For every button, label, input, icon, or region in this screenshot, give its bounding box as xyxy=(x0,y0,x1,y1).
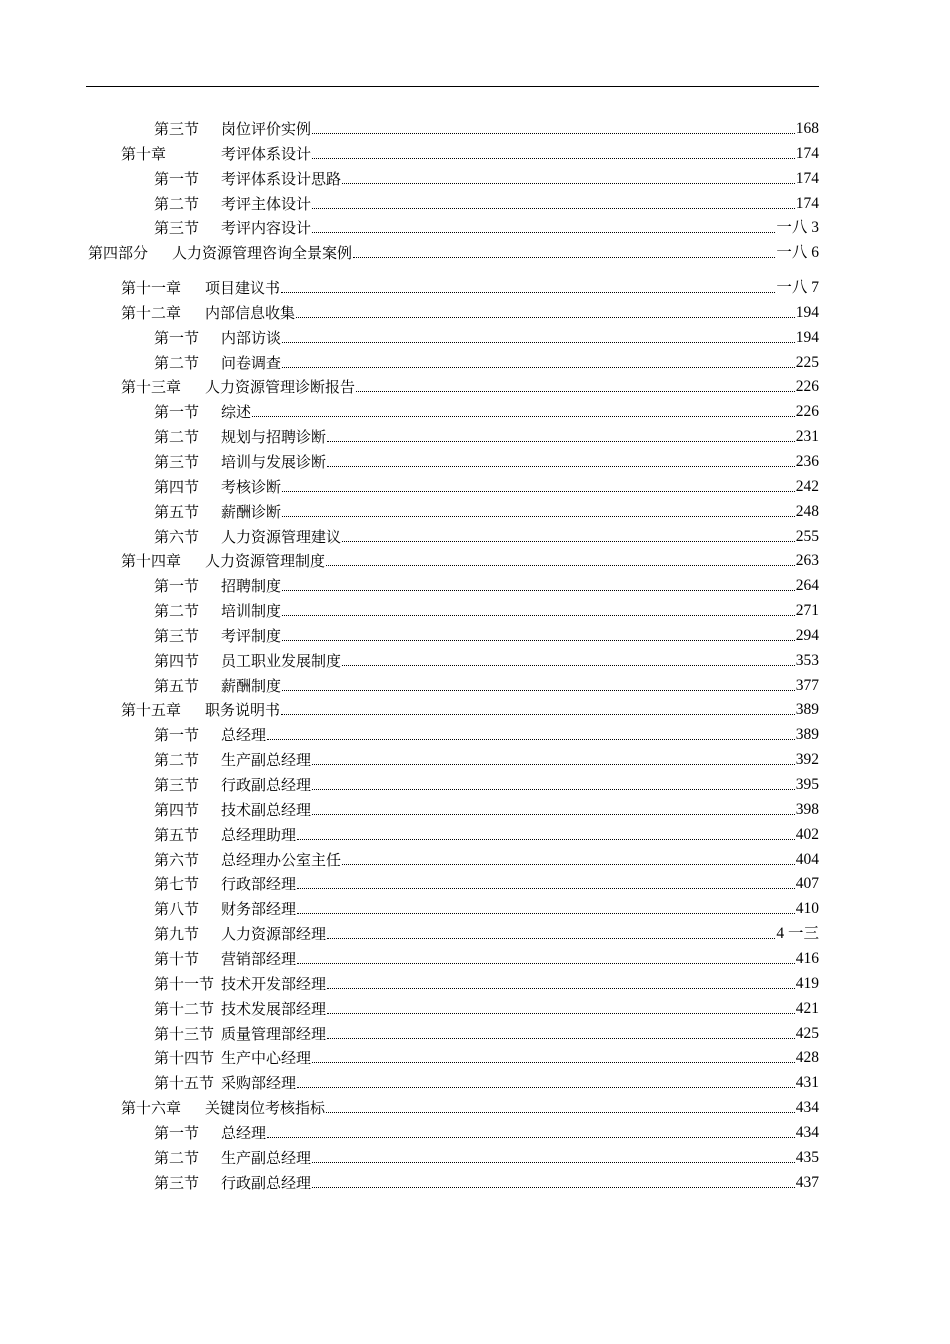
toc-entry-label: 第一节 xyxy=(154,169,200,188)
toc-chapter-entry[interactable] xyxy=(121,374,819,396)
toc-entry-title: 人力资源管理制度 xyxy=(205,552,326,571)
dot-leader xyxy=(356,391,795,392)
toc-section-entry[interactable] xyxy=(154,1170,819,1192)
toc-entry-text xyxy=(154,801,311,819)
toc-entry-label: 第十一章 xyxy=(121,279,182,297)
toc-entry-title: 项目建议书 xyxy=(205,279,281,297)
toc-section-entry[interactable] xyxy=(154,524,819,546)
toc-entry-title: 技术开发部经理 xyxy=(221,974,327,993)
toc-entry-label: 第十五节 xyxy=(154,1074,215,1093)
dot-leader xyxy=(297,963,795,964)
toc-page-number: 435 xyxy=(795,1148,819,1166)
toc-entry-text xyxy=(154,975,326,993)
toc-entry-text xyxy=(121,552,325,570)
toc-entry-text xyxy=(154,677,281,695)
toc-page-number: 一八 3 xyxy=(776,219,819,237)
toc-entry-label: 第十二节 xyxy=(154,999,215,1018)
toc-entry-title: 招聘制度 xyxy=(221,577,282,596)
toc-entry-text xyxy=(154,428,326,446)
toc-page-number: 242 xyxy=(795,477,819,495)
toc-page-number: 226 xyxy=(795,403,819,421)
toc-entry-label: 第三节 xyxy=(154,452,200,471)
toc-section-entry[interactable] xyxy=(154,871,819,893)
toc-section-entry[interactable] xyxy=(154,1145,819,1167)
toc-entry-text xyxy=(154,726,266,744)
dot-leader xyxy=(327,1038,795,1039)
toc-entry-title: 员工职业发展制度 xyxy=(221,651,342,670)
dot-leader xyxy=(282,491,795,492)
toc-part-entry[interactable] xyxy=(88,240,819,262)
toc-entry-label: 第十二章 xyxy=(121,303,182,322)
toc-chapter-entry[interactable] xyxy=(121,697,819,719)
dot-leader xyxy=(327,441,795,442)
toc-entry-label: 第十三节 xyxy=(154,1024,215,1043)
dot-leader xyxy=(297,1087,795,1088)
toc-page-number: 398 xyxy=(795,800,819,818)
toc-entry-text xyxy=(154,875,296,893)
toc-entry-title: 考评内容设计 xyxy=(221,219,312,238)
toc-section-entry[interactable] xyxy=(154,449,819,471)
toc-entry-title: 薪酬诊断 xyxy=(221,502,282,521)
toc-page-number: 194 xyxy=(795,328,819,346)
toc-page-number: 194 xyxy=(795,303,819,321)
dot-leader xyxy=(312,232,775,233)
toc-entry-text xyxy=(121,1099,325,1117)
toc-section-entry[interactable] xyxy=(154,673,819,695)
toc-entry-title: 行政副总经理 xyxy=(221,776,312,794)
toc-entry-title: 岗位评价实例 xyxy=(221,120,312,138)
toc-page-number: 248 xyxy=(795,502,819,520)
toc-section-entry[interactable] xyxy=(154,474,819,496)
toc-entry-title: 考评制度 xyxy=(221,626,282,645)
toc-section-entry[interactable] xyxy=(154,350,819,372)
toc-page-number: 404 xyxy=(795,850,819,868)
toc-page-number: 353 xyxy=(795,651,819,669)
toc-entry-title: 采购部经理 xyxy=(221,1074,297,1093)
toc-chapter-entry[interactable] xyxy=(121,1095,819,1117)
toc-entry-label: 第十四章 xyxy=(121,552,182,571)
dot-leader xyxy=(326,1112,795,1113)
dot-leader xyxy=(312,789,795,790)
toc-page-number: 416 xyxy=(795,949,819,967)
toc-entry-label: 第三节 xyxy=(154,626,200,645)
toc-section-entry[interactable] xyxy=(154,797,819,819)
toc-section-entry[interactable] xyxy=(154,921,819,943)
toc-entry-text xyxy=(154,851,341,869)
toc-entry-title: 内部访谈 xyxy=(221,328,282,347)
toc-entry-label: 第四节 xyxy=(154,477,200,496)
dot-leader xyxy=(312,158,795,159)
toc-page-number: 389 xyxy=(795,726,819,744)
toc-entry-title: 内部信息收集 xyxy=(205,303,296,322)
dot-leader xyxy=(282,367,795,368)
toc-entry-label: 第五节 xyxy=(154,676,200,695)
toc-entry-label: 第四节 xyxy=(154,800,200,819)
toc-entry-label: 第六节 xyxy=(154,850,200,869)
toc-entry-text xyxy=(121,279,280,297)
toc-entry-title: 培训与发展诊断 xyxy=(221,452,327,471)
dot-leader xyxy=(312,133,795,134)
toc-entry-label: 第十一节 xyxy=(154,974,215,993)
dot-leader xyxy=(342,864,795,865)
toc-entry-title: 综述 xyxy=(221,403,252,422)
toc-entry-text xyxy=(154,503,281,521)
toc-page-number: 236 xyxy=(795,452,819,470)
toc-page-number: 294 xyxy=(795,626,819,644)
toc-entry-label: 第十三章 xyxy=(121,378,182,397)
toc-entry-text xyxy=(154,354,281,372)
toc-entry-text xyxy=(154,1149,311,1167)
toc-entry-text xyxy=(154,219,311,237)
toc-section-entry[interactable] xyxy=(154,971,819,993)
dot-leader xyxy=(297,888,795,889)
dot-leader xyxy=(282,342,795,343)
toc-entry-text xyxy=(154,1074,296,1092)
toc-entry-text xyxy=(154,950,296,968)
toc-page-number: 407 xyxy=(795,875,819,893)
toc-section-entry[interactable] xyxy=(154,166,819,188)
toc-entry-label: 第一节 xyxy=(154,1123,200,1142)
dot-leader xyxy=(327,466,795,467)
toc-entry-text xyxy=(121,701,280,719)
toc-entry-text xyxy=(154,652,341,670)
toc-entry-title: 人力资源管理咨询全景案例 xyxy=(172,244,353,263)
dot-leader xyxy=(267,739,795,740)
toc-page-number: 271 xyxy=(795,602,819,620)
toc-entry-text xyxy=(121,145,311,163)
toc-entry-text xyxy=(154,602,281,620)
toc-chapter-entry[interactable] xyxy=(121,300,819,322)
dot-leader xyxy=(282,516,795,517)
toc-entry-text xyxy=(154,900,296,918)
toc-entry-text xyxy=(88,244,352,262)
toc-entry-label: 第十五章 xyxy=(121,701,182,720)
dot-leader xyxy=(342,665,795,666)
toc-entry-label: 第三节 xyxy=(154,776,200,794)
toc-entry-text xyxy=(154,627,281,645)
dot-leader xyxy=(326,565,795,566)
toc-entry-text xyxy=(154,120,311,138)
toc-section-entry[interactable] xyxy=(154,191,819,213)
toc-section-entry[interactable] xyxy=(154,1070,819,1092)
toc-entry-title: 薪酬制度 xyxy=(221,676,282,695)
toc-entry-title: 考评体系设计思路 xyxy=(221,169,342,188)
dot-leader xyxy=(296,317,795,318)
toc-page-number: 402 xyxy=(795,825,819,843)
toc-entry-label: 第一节 xyxy=(154,403,200,422)
dot-leader xyxy=(312,814,795,815)
toc-section-entry[interactable] xyxy=(154,116,819,138)
toc-entry-label: 第三节 xyxy=(154,1173,200,1192)
toc-page-number: 434 xyxy=(795,1123,819,1141)
dot-leader xyxy=(312,1187,795,1188)
toc-entry-text xyxy=(121,378,355,396)
toc-entry-title: 营销部经理 xyxy=(221,949,297,968)
toc-page-number: 一八 6 xyxy=(776,244,819,262)
toc-entry-label: 第四节 xyxy=(154,651,200,670)
toc-page-number: 263 xyxy=(795,552,819,570)
dot-leader xyxy=(312,764,795,765)
toc-entry-label: 第五节 xyxy=(154,502,200,521)
toc-chapter-entry[interactable] xyxy=(121,141,819,163)
toc-page-number: 231 xyxy=(795,428,819,446)
toc-entry-text xyxy=(154,776,311,794)
toc-entry-label: 第十章 xyxy=(121,144,167,163)
toc-entry-title: 考评主体设计 xyxy=(221,194,312,213)
toc-entry-title: 行政部经理 xyxy=(221,875,297,894)
dot-leader xyxy=(353,257,775,258)
toc-page-number: 392 xyxy=(795,751,819,769)
toc-entry-text xyxy=(154,577,281,595)
toc-entry-label: 第十节 xyxy=(154,949,200,968)
toc-entry-text xyxy=(154,925,326,943)
toc-section-entry[interactable] xyxy=(154,598,819,620)
toc-section-entry[interactable] xyxy=(154,215,819,237)
toc-page-number: 410 xyxy=(795,900,819,918)
toc-entry-title: 技术副总经理 xyxy=(221,800,312,819)
toc-section-entry[interactable] xyxy=(154,325,819,347)
toc-page-number: 419 xyxy=(795,974,819,992)
toc-entry-label: 第三节 xyxy=(154,219,200,238)
toc-page-number: 174 xyxy=(795,169,819,187)
toc-section-entry[interactable] xyxy=(154,747,819,769)
toc-entry-title: 职务说明书 xyxy=(205,701,281,720)
toc-page-number: 264 xyxy=(795,577,819,595)
toc-entry-text xyxy=(154,1049,311,1067)
toc-section-entry[interactable] xyxy=(154,499,819,521)
dot-leader xyxy=(327,938,775,939)
toc-page-number: 168 xyxy=(795,120,819,137)
dot-leader xyxy=(312,1062,795,1063)
toc-entry-title: 总经理 xyxy=(221,1123,267,1142)
toc-entry-label: 第一节 xyxy=(154,577,200,596)
toc-entry-text xyxy=(154,1000,326,1018)
toc-entry-text xyxy=(154,453,326,471)
toc-entry-title: 考评体系设计 xyxy=(221,144,312,163)
toc-section-entry[interactable] xyxy=(154,623,819,645)
dot-leader xyxy=(342,183,795,184)
toc-page-number: 225 xyxy=(795,353,819,371)
dot-leader xyxy=(281,714,795,715)
toc-entry-title: 总经理 xyxy=(221,726,267,745)
toc-entry-title: 问卷调查 xyxy=(221,353,282,372)
toc-entry-text xyxy=(154,1025,326,1043)
toc-page-number: 389 xyxy=(795,701,819,719)
dot-leader xyxy=(281,292,775,293)
toc-entry-title: 行政副总经理 xyxy=(221,1173,312,1192)
toc-section-entry[interactable] xyxy=(154,896,819,918)
toc-entry-text xyxy=(154,1174,311,1192)
toc-entry-text xyxy=(154,195,311,213)
toc-entry-title: 财务部经理 xyxy=(221,900,297,919)
toc-section-entry[interactable] xyxy=(154,772,819,794)
toc-section-entry[interactable] xyxy=(154,424,819,446)
toc-entry-title: 考核诊断 xyxy=(221,477,282,496)
toc-entry-label: 第二节 xyxy=(154,353,200,372)
toc-entry-label: 第二节 xyxy=(154,1148,200,1167)
toc-entry-label: 第三节 xyxy=(154,120,200,138)
toc-entry-title: 技术发展部经理 xyxy=(221,999,327,1018)
toc-entry-title: 人力资源管理建议 xyxy=(221,527,342,546)
dot-leader xyxy=(282,615,795,616)
toc-section-entry[interactable] xyxy=(154,847,819,869)
toc-entry-label: 第二节 xyxy=(154,602,200,621)
toc-entry-title: 关键岗位考核指标 xyxy=(205,1099,326,1118)
dot-leader xyxy=(327,988,795,989)
toc-page-number: 434 xyxy=(795,1099,819,1117)
toc-entry-title: 总经理办公室主任 xyxy=(221,850,342,869)
dot-leader xyxy=(252,416,795,417)
dot-leader xyxy=(297,839,795,840)
toc-page-number: 174 xyxy=(795,144,819,162)
toc-chapter-entry[interactable] xyxy=(121,548,819,570)
toc-section-entry[interactable] xyxy=(154,996,819,1018)
toc-section-entry[interactable] xyxy=(154,822,819,844)
toc-entry-label: 第二节 xyxy=(154,428,200,447)
toc-page-number: 377 xyxy=(795,676,819,694)
toc-entry-text xyxy=(154,170,341,188)
toc-page-number: 255 xyxy=(795,527,819,545)
dot-leader xyxy=(282,590,795,591)
toc-section-entry[interactable] xyxy=(154,399,819,421)
toc-entry-label: 第五节 xyxy=(154,825,200,844)
toc-entry-text xyxy=(154,528,341,546)
toc-entry-text xyxy=(121,304,295,322)
toc-page-number: 一八 7 xyxy=(776,279,819,296)
toc-entry-label: 第十四节 xyxy=(154,1049,215,1068)
toc-entry-title: 总经理助理 xyxy=(221,825,297,844)
toc-page-number: 174 xyxy=(795,194,819,212)
toc-entry-label: 第十六章 xyxy=(121,1099,182,1118)
dot-leader xyxy=(267,1137,795,1138)
toc-entry-title: 质量管理部经理 xyxy=(221,1024,327,1043)
dot-leader xyxy=(312,1162,795,1163)
toc-section-entry[interactable] xyxy=(154,722,819,744)
toc-entry-label: 第六节 xyxy=(154,527,200,546)
toc-entry-label: 第七节 xyxy=(154,875,200,894)
dot-leader xyxy=(327,1013,795,1014)
toc-page-number: 437 xyxy=(795,1173,819,1191)
toc-entry-title: 培训制度 xyxy=(221,602,282,621)
dot-leader xyxy=(282,690,795,691)
toc-entry-title: 人力资源管理诊断报告 xyxy=(205,378,356,397)
toc-section-entry[interactable] xyxy=(154,946,819,968)
toc-entry-label: 第二节 xyxy=(154,751,200,770)
toc-entry-title: 人力资源部经理 xyxy=(221,925,327,944)
toc-entry-text xyxy=(154,1124,266,1142)
toc-entry-text xyxy=(154,478,281,496)
toc-entry-label: 第一节 xyxy=(154,726,200,745)
toc-section-entry[interactable] xyxy=(154,573,819,595)
dot-leader xyxy=(312,208,795,209)
toc-page-number: 226 xyxy=(795,378,819,396)
toc-entry-title: 规划与招聘诊断 xyxy=(221,428,327,447)
toc-page-number: 425 xyxy=(795,1024,819,1042)
toc-entry-title: 生产副总经理 xyxy=(221,751,312,770)
toc-section-entry[interactable] xyxy=(154,1021,819,1043)
toc-page-number: 4 一三 xyxy=(776,925,819,943)
toc-section-entry[interactable] xyxy=(154,648,819,670)
toc-page-number: 395 xyxy=(795,776,819,793)
dot-leader xyxy=(282,640,795,641)
toc-entry-text xyxy=(154,403,251,421)
toc-entry-title: 生产中心经理 xyxy=(221,1049,312,1068)
toc-entry-text xyxy=(154,329,281,347)
toc-page-number: 428 xyxy=(795,1049,819,1067)
dot-leader xyxy=(342,541,795,542)
toc-entry-label: 第八节 xyxy=(154,900,200,919)
toc-entry-label: 第二节 xyxy=(154,194,200,213)
toc-entry-text xyxy=(154,826,296,844)
toc-page-number: 421 xyxy=(795,999,819,1017)
toc-section-entry[interactable] xyxy=(154,1045,819,1067)
toc-chapter-entry[interactable] xyxy=(121,275,819,297)
toc-page-number: 431 xyxy=(795,1074,819,1092)
toc-section-entry[interactable] xyxy=(154,1120,819,1142)
toc-entry-label: 第四部分 xyxy=(88,244,149,263)
toc-entry-label: 第一节 xyxy=(154,328,200,347)
toc-entry-label: 第九节 xyxy=(154,925,200,944)
toc-entry-title: 生产副总经理 xyxy=(221,1148,312,1167)
toc-entry-text xyxy=(154,751,311,769)
dot-leader xyxy=(297,913,795,914)
